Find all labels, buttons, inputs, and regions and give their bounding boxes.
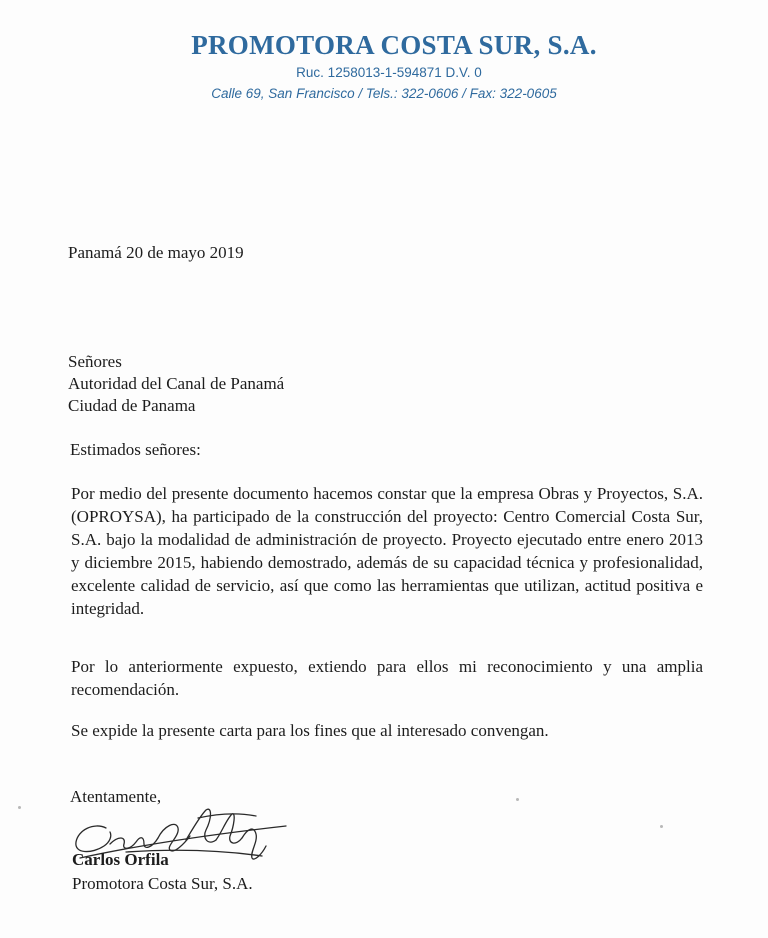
recipient-line: Señores <box>68 352 122 371</box>
company-ruc: Ruc. 1258013-1-594871 D.V. 0 <box>296 65 482 80</box>
company-address: Calle 69, San Francisco / Tels.: 322-0606 / Fax: 322-0605 <box>211 86 557 101</box>
closing: Atentamente, <box>70 787 162 806</box>
body-paragraph: Por medio del presente documento hacemos constar que la empresa Obras y Proyectos, S.A. (OPROYSA), ha participado de la construcción del proyecto: Centro Comercial Costa Sur, S.A. bajo la modalidad de administración de proyecto. Proyecto ejecutado entre enero 2013 y diciembre 2015, habiendo demostrado, además de su capacidad técnica y profesionalidad, excelente calidad de servicio, así que como las herramientas que utilizan, actitud positiva e integridad. <box>71 484 703 618</box>
signer-company: Promotora Costa Sur, S.A. <box>72 874 253 893</box>
salutation: Estimados señores: <box>70 440 201 459</box>
scan-speck <box>660 825 663 828</box>
recipient-block <box>68 351 284 417</box>
company-name: PROMOTORA COSTA SUR, S.A. <box>191 30 597 60</box>
body-paragraph: Por lo anteriormente expuesto, extiendo para ellos mi reconocimiento y una amplia recomendación. <box>71 657 703 699</box>
body-paragraph: Se expide la presente carta para los fines que al interesado convengan. <box>71 721 549 740</box>
letter-date: Panamá 20 de mayo 2019 <box>68 243 244 262</box>
scan-speck <box>18 806 21 809</box>
letterhead <box>0 30 768 101</box>
signer-name: Carlos Orfila <box>72 850 169 869</box>
scan-speck <box>516 798 519 801</box>
recipient-line: Ciudad de Panama <box>68 396 196 415</box>
recipient-line: Autoridad del Canal de Panamá <box>68 374 285 393</box>
